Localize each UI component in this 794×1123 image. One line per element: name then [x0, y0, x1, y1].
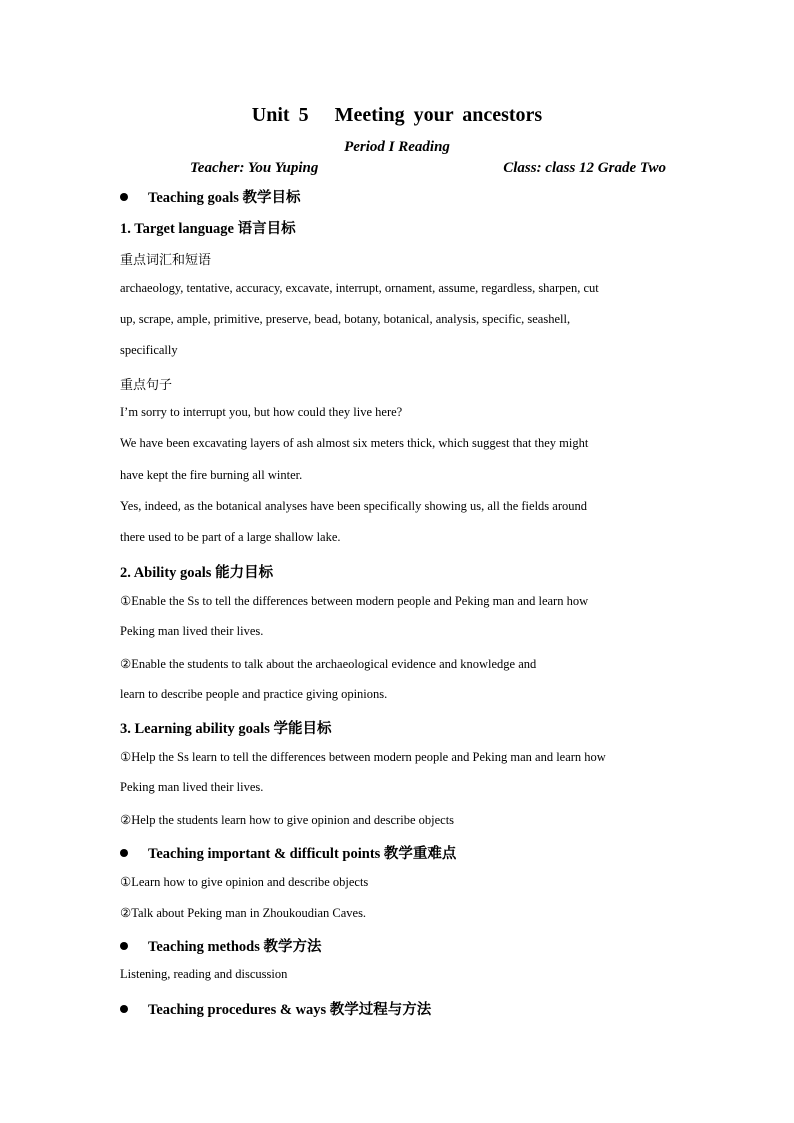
bullet-dot-icon — [120, 193, 128, 201]
teaching-procedures-heading: Teaching procedures & ways 教学过程与方法 — [148, 1002, 432, 1018]
sentence-line: have kept the fire burning all winter. — [120, 468, 303, 482]
ability-item: ①Enable the Ss to tell the differences between modern people and Peking man and learn how — [120, 594, 589, 608]
learning-item: ②Help the students learn how to give opinion and describe objects — [120, 813, 455, 827]
vocab-line: specifically — [120, 343, 178, 357]
unit-title: Meeting your ancestors — [334, 104, 543, 126]
sentence-line: We have been excavating layers of ash almost six meters thick, which suggest that they might — [120, 436, 589, 450]
teacher-name: Teacher: You Yuping — [190, 160, 319, 176]
point-item: ①Learn how to give opinion and describe objects — [120, 875, 369, 889]
learning-goals-heading: 3. Learning ability goals 学能目标 — [120, 721, 332, 737]
teaching-methods-heading: Teaching methods 教学方法 — [148, 939, 322, 955]
learning-item: Peking man lived their lives. — [120, 780, 264, 794]
bullet-dot-icon — [120, 849, 128, 857]
unit-number: Unit 5 — [251, 104, 309, 126]
bullet-teaching-procedures — [120, 998, 431, 1019]
bullet-important-points — [120, 842, 456, 863]
sentence-line: I’m sorry to interrupt you, but how could they live here? — [120, 405, 403, 419]
ability-goals-heading: 2. Ability goals 能力目标 — [120, 565, 274, 581]
vocab-line: archaeology, tentative, accuracy, excavate, interrupt, ornament, assume, regardless, sharpen, cut — [120, 281, 599, 295]
important-points-heading: Teaching important & difficult points 教学重难点 — [148, 846, 457, 862]
ability-item: ②Enable the students to talk about the archaeological evidence and knowledge and — [120, 657, 537, 671]
teaching-goals-heading: Teaching goals 教学目标 — [148, 190, 301, 206]
bullet-dot-icon — [120, 942, 128, 950]
key-sentences-label: 重点句子 — [120, 377, 173, 392]
vocab-line: up, scrape, ample, primitive, preserve, bead, botany, botanical, analysis, specific, seashell, — [120, 312, 571, 326]
key-vocab-label: 重点词汇和短语 — [120, 252, 212, 267]
learning-item: ①Help the Ss learn to tell the differences between modern people and Peking man and learn how — [120, 750, 606, 764]
bullet-teaching-goals — [120, 186, 301, 207]
ability-item: Peking man lived their lives. — [120, 624, 264, 638]
sentence-line: Yes, indeed, as the botanical analyses have been specifically showing us, all the fields around — [120, 499, 588, 513]
target-language-heading: 1. Target language 语言目标 — [120, 221, 296, 237]
point-item: ②Talk about Peking man in Zhoukoudian Caves. — [120, 906, 367, 920]
sentence-line: there used to be part of a large shallow lake. — [120, 530, 341, 544]
bullet-dot-icon — [120, 1005, 128, 1013]
class-info: Class: class 12 Grade Two — [503, 160, 666, 176]
bullet-teaching-methods — [120, 935, 321, 956]
document-title — [0, 104, 794, 127]
period-subtitle: Period I Reading — [344, 139, 450, 155]
ability-item: learn to describe people and practice giving opinions. — [120, 687, 388, 701]
methods-text: Listening, reading and discussion — [120, 967, 288, 981]
